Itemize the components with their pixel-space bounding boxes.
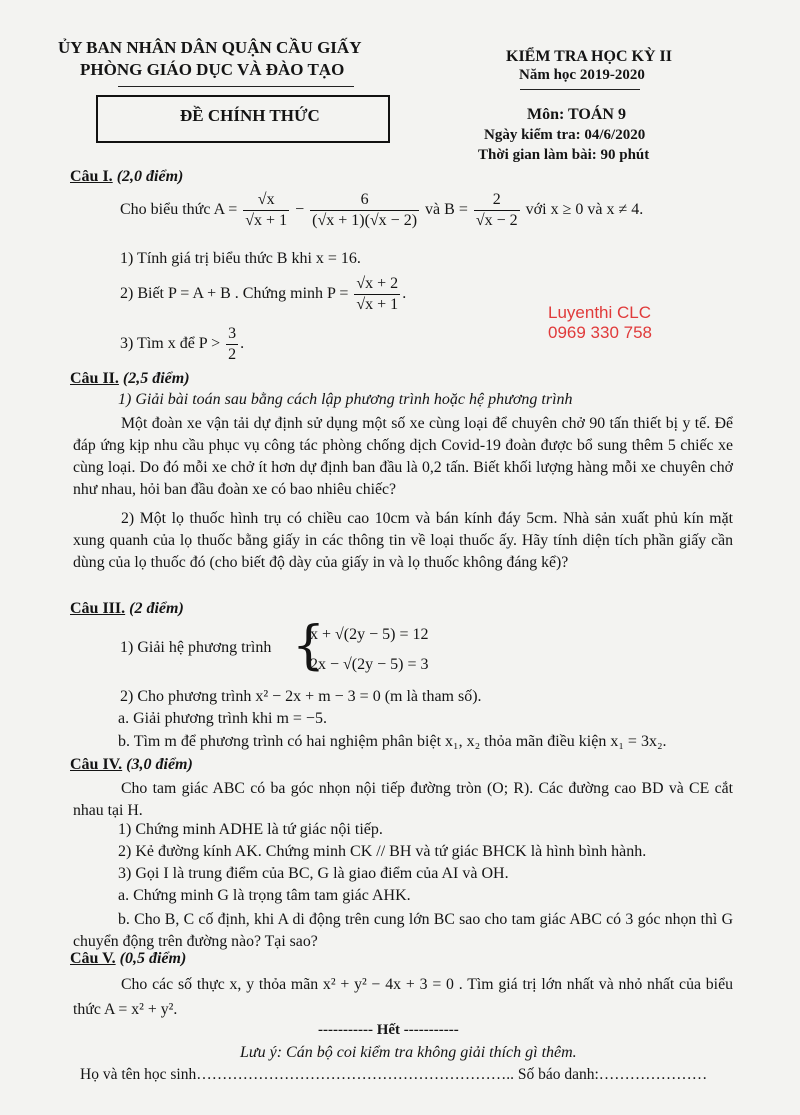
a-fraction-2: $\frac{6}{(√x + 1)(√x - 2)}$ (312, 191, 418, 229)
q2-part1-title: 1) Giải bài toán sau bằng cách lập phương trình hoặc hệ phương trình (118, 391, 573, 408)
q3-part2b: b. Tìm m để phương trình có hai nghiệm phân biệt x₁, x₂ thỏa mãn điều kiện x₁ = 3x₂. (118, 733, 667, 750)
q4-part3a: a. Chứng minh G là trọng tâm tam giác AHK. (118, 887, 411, 904)
q4-intro: Cho tam giác ABC có ba góc nhọn nội tiếp đường tròn (O; R). Các đường cao BD và CE cắt nhau tại H. (73, 780, 733, 819)
a-equals: A = (213, 201, 238, 219)
q2-title: Câu II. (70, 370, 119, 387)
q3-part2a: a. Giải phương trình khi m = −5. (118, 710, 327, 727)
q4-part1: 1) Chứng minh ADHE là tứ giác nội tiếp. (118, 821, 383, 838)
q1-condition: với x ≥ 0 và x ≠ 4. (525, 201, 644, 219)
q3-points: (2 điểm) (129, 600, 184, 617)
and-word: và (425, 201, 441, 219)
b-equals: B = (444, 201, 468, 219)
q2-points: (2,5 điểm) (122, 370, 190, 387)
q1-intro: Cho biểu thức (120, 201, 211, 219)
system-eq-2: 2x − √(2y − 5) = 3 (310, 656, 429, 673)
authority-name: ỦY BAN NHÂN DÂN QUẬN CẦU GIẤY (58, 38, 362, 57)
q5-points: (0,5 điểm) (119, 950, 187, 967)
student-info-line: Họ và tên học sinh…………………………………………………….. Số báo danh:………………… (80, 1066, 708, 1083)
school-year: Năm học 2019-2020 (519, 67, 645, 83)
q4-part2: 2) Kẻ đường kính AK. Chứng minh CK // BH và tứ giác BHCK là hình bình hành. (118, 843, 647, 860)
q1-title: Câu I. (70, 168, 113, 185)
q4-heading (70, 756, 193, 774)
q4-part3b: b. Cho B, C cố định, khi A di động trên cung lớn BC sao cho tam giác ABC có 3 góc nhọn thì G chuyển động trên đường nào? Tại sao? (73, 911, 733, 950)
exam-date: Ngày kiểm tra: 04/6/2020 (484, 127, 646, 143)
watermark-phone: 0969 330 758 (548, 323, 652, 342)
subject: Môn: TOÁN 9 (527, 106, 626, 123)
q1-expression (120, 190, 643, 231)
watermark-name: Luyenthi CLC (548, 303, 652, 322)
q2-part2-text: 2) Một lọ thuốc hình trụ có chiều cao 10cm và bán kính đáy 5cm. Nhà sản xuất phủ kín mặt xung quanh của lọ thuốc bằng giấy in các thông tin về loại thuốc ấy. Hãy tính diện tích phần giấy cần dùng của lọ thuốc đó (cho biết độ dày của giấy in và lọ thuốc không đáng kể)? (73, 510, 733, 571)
q5-text: Cho các số thực x, y thỏa mãn x² + y² − 4x + 3 = 0 . Tìm giá trị lớn nhất và nhỏ nhất của biểu thức A = x² + y². (73, 976, 733, 1018)
header-right-divider (520, 89, 640, 90)
q1-heading (70, 168, 183, 186)
minus-sign: − (295, 201, 305, 219)
system-brace: { (292, 616, 326, 676)
a-fraction-1: $\frac{√x}{√x + 1}$ (245, 191, 288, 229)
q4-part3: 3) Gọi I là trung điểm của BC, G là giao điểm của AI và OH. (118, 865, 509, 882)
q1-points: (2,0 điểm) (116, 168, 184, 185)
b-fraction: $\frac{2}{√x - 2}$ (475, 191, 518, 229)
exam-title: KIỂM TRA HỌC KỲ II (506, 48, 672, 65)
q4-points: (3,0 điểm) (126, 756, 193, 773)
three-halves-fraction: $\frac{3}{2}$ (228, 325, 237, 363)
q5-title: Câu V. (70, 950, 116, 967)
department-name: PHÒNG GIÁO DỤC VÀ ĐÀO TẠO (80, 60, 345, 79)
end-marker: ----------- Hết ----------- (318, 1022, 459, 1038)
q2-part1-text: Một đoàn xe vận tải dự định sử dụng một số xe cùng loại để chuyên chở 90 tấn thiết bị y tế. Để đáp ứng kịp nhu cầu phục vụ công tác phòng chống dịch Covid-19 đoàn được bổ sung thêm 5 chiếc xe cùng loại. Do đó mỗi xe chở ít hơn dự định ban đầu là 0,2 tấn. Biết khối lượng hàng mỗi xe chuyên chở như nhau, hỏi ban đầu đoàn xe có bao nhiêu chiếc? (73, 415, 733, 498)
q3-heading (70, 600, 184, 618)
q3-title: Câu III. (70, 600, 126, 617)
q3-part2: 2) Cho phương trình x² − 2x + m − 3 = 0 (m là tham số). (120, 688, 482, 705)
official-label: ĐỀ CHÍNH THỨC (180, 106, 320, 125)
q1-part2: 2) Biết P = A + B . Chứng minh P = $\frac{√x + 2}{√x + 1}$ . (120, 275, 407, 313)
q1-part3: 3) Tìm x để P > $\frac{3}{2}$ . (120, 325, 245, 363)
proctor-note: Lưu ý: Cán bộ coi kiểm tra không giải thích gì thêm. (240, 1044, 577, 1061)
header-divider (118, 86, 354, 87)
system-eq-1: x + √(2y − 5) = 12 (310, 626, 429, 643)
p-fraction: $\frac{√x + 2}{√x + 1}$ (356, 275, 399, 313)
exam-duration: Thời gian làm bài: 90 phút (478, 147, 650, 163)
q2-heading (70, 370, 190, 388)
q1-part1: 1) Tính giá trị biểu thức B khi x = 16. (120, 250, 361, 267)
q3-part1: 1) Giải hệ phương trình (120, 639, 272, 656)
q5-heading (70, 950, 186, 968)
q4-title: Câu IV. (70, 756, 123, 773)
